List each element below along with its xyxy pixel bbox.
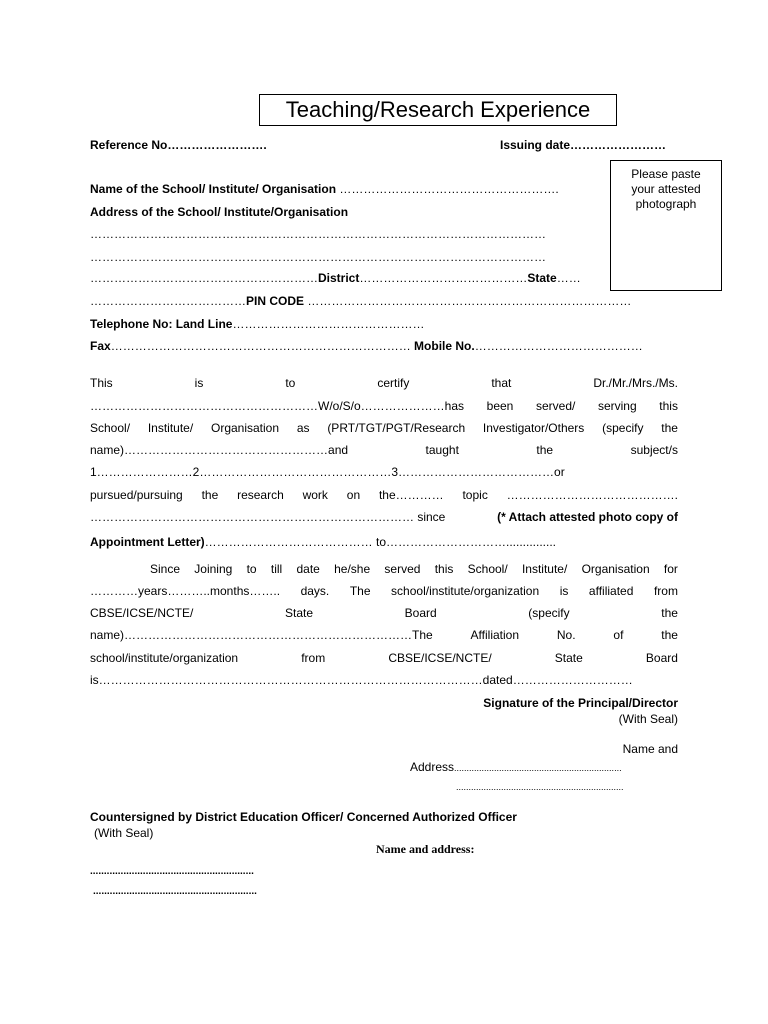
para2-word: for [663, 562, 678, 576]
para2-word: served [384, 562, 421, 576]
attach-note: (* Attach attested photo copy of [497, 510, 678, 524]
para1-word: serving [597, 399, 637, 413]
para1-word: the [661, 421, 678, 435]
para2-word: The [349, 584, 371, 598]
para1-word: Organisation [210, 421, 280, 435]
name-and-label: Name and [622, 742, 678, 756]
para2-word: days. [300, 584, 330, 598]
reference-no: Reference No……………………. [90, 138, 267, 152]
with-seal-officer: (With Seal) [94, 826, 154, 840]
address-line-1: …………………………………………………………………………………………………… [90, 227, 546, 241]
pin-label: PIN CODE [246, 294, 305, 308]
para1-line-2 [90, 399, 678, 414]
para1-line-8 [90, 535, 556, 550]
photo-box [610, 160, 722, 291]
para1-word: pursued/pursuing [90, 488, 183, 502]
para1-word: the [201, 488, 219, 502]
telephone-label: Telephone No: Land Line [90, 317, 233, 331]
bottom-dots-1: ........................................................... [90, 866, 254, 877]
para1-word: as [296, 421, 310, 435]
fax-dots: ………………………………………………………………… [110, 339, 411, 353]
para2-word: he/she [334, 562, 371, 576]
para2-word: Joining [194, 562, 233, 576]
para2-line-1 [150, 562, 678, 577]
school-address-label: Address of the School/ Institute/Organisation [90, 205, 349, 219]
school-name-label: Name of the School/ Institute/ Organisation [90, 182, 337, 196]
para1-word: School/ [90, 421, 131, 435]
para2-word: is [559, 584, 569, 598]
para1-word: Dr./Mr./Mrs./Ms. [593, 376, 678, 390]
para2-line-6: is……………………………………………………………………………………dated………………………… [90, 673, 633, 687]
para1-line-3 [90, 421, 678, 436]
para2-word: school/institute/organization [90, 651, 239, 665]
fax-line [90, 339, 643, 354]
page-title: Teaching/Research Experience [259, 94, 617, 126]
para1-word: certify [377, 376, 410, 390]
address-line-2: …………………………………………………………………………………………………… [90, 250, 546, 264]
para2-word: No. [556, 628, 576, 642]
para1-line-7 [90, 510, 678, 525]
para2-word: CBSE/ICSE/NCTE/ [90, 606, 194, 620]
appointment-letter-label: Appointment Letter) [90, 535, 205, 549]
para1-word: that [491, 376, 512, 390]
para2-word: name)………………………………………………………………The [90, 628, 433, 642]
para2-word: Board [645, 651, 678, 665]
name-and-address-label: Name and address: [376, 842, 475, 856]
para1-word: is [194, 376, 204, 390]
para1-word: (specify [602, 421, 644, 435]
signature-label: Signature of the Principal/Director [483, 696, 678, 710]
para2-word: affiliated [588, 584, 634, 598]
para1-word: Institute/ [147, 421, 194, 435]
para1-word: this [659, 399, 678, 413]
para2-word: the [661, 628, 678, 642]
address-dots-1: ................................................................... [454, 763, 622, 773]
para1-line-1 [90, 376, 678, 391]
para2-word: the [661, 606, 678, 620]
para2-word: of [613, 628, 624, 642]
pin-dots: ……………………………………………………………………… [307, 294, 632, 308]
address-signature-line [410, 760, 622, 776]
para2-word: …………years………..months…….. [90, 584, 281, 598]
para1-word: taught [425, 443, 459, 457]
para2-word: School/ [467, 562, 508, 576]
para2-word: CBSE/ICSE/NCTE/ [388, 651, 492, 665]
para1-word: on [346, 488, 361, 502]
issuing-date: Issuing date…………………… [500, 138, 667, 152]
para2-word: Board [404, 606, 437, 620]
address-line-3 [90, 271, 608, 286]
address-label: Address [410, 760, 455, 774]
para1-word: subject/s [630, 443, 678, 457]
para2-word: this [434, 562, 454, 576]
fax-label: Fax [90, 339, 111, 353]
with-seal-principal: (With Seal) [618, 712, 678, 726]
para2-word: to [246, 562, 257, 576]
para2-word: (specify [528, 606, 570, 620]
para2-word: school/institute/organization [391, 584, 540, 598]
para1-word: name)……………………………………………and [90, 443, 349, 457]
district-dots: …………………………………… [359, 271, 528, 285]
para2-word: from [653, 584, 678, 598]
para1-line-5: 1……………………2…………………………………………3…………………………………or [90, 465, 565, 479]
para1-line-6 [90, 488, 678, 503]
para1-word: topic [462, 488, 488, 502]
countersigned-label: Countersigned by District Education Officer/ Concerned Authorized Officer [90, 810, 517, 824]
school-name-dots: ………………………………………………. [339, 182, 559, 196]
para2-word: Affiliation [470, 628, 520, 642]
para1-word: the………… [378, 488, 444, 502]
para2-word: Organisation [581, 562, 650, 576]
para2-word: Since [150, 562, 181, 576]
bottom-dots-2: ........................................................... [93, 886, 257, 897]
pin-start-dots: ………………………………… [90, 294, 246, 308]
para2-line-3 [90, 606, 678, 621]
para1-word: the [536, 443, 554, 457]
school-name-line [90, 182, 559, 197]
para1-word: ……………………………………. [506, 488, 678, 502]
district-label: District [318, 271, 360, 285]
state-label: State [527, 271, 557, 285]
state-dots: …… [556, 271, 581, 285]
photo-box-text: Please paste your attested photograph [631, 167, 701, 211]
para1-word: (PRT/TGT/PGT/Research [327, 421, 466, 435]
para1-word: …………………………………………………W/o/S/o…………………has [90, 399, 465, 413]
para1-word: to [285, 376, 296, 390]
para1-word: This [90, 376, 113, 390]
para1-word: Investigator/Others [482, 421, 585, 435]
para2-word: Institute/ [521, 562, 568, 576]
para1-word: served/ [535, 399, 576, 413]
para1-since: ……………………………………………………………………… since [90, 510, 446, 524]
telephone-line [90, 317, 424, 332]
para1-word: work [302, 488, 328, 502]
para2-word: till [270, 562, 283, 576]
address-dots-2: ................................................................... [456, 782, 624, 792]
para2-line-2 [90, 584, 678, 599]
para1-word: research [237, 488, 284, 502]
para1-line-4 [90, 443, 678, 458]
para2-word: State [554, 651, 583, 665]
mobile-label: Mobile No. [414, 339, 475, 353]
telephone-dots: ………………………………………… [232, 317, 425, 331]
pin-line [90, 294, 631, 309]
para2-line-4 [90, 628, 678, 643]
para2-word: from [301, 651, 326, 665]
para2-word: date [296, 562, 320, 576]
para1-word: been [486, 399, 514, 413]
para2-line-5 [90, 651, 678, 666]
mobile-dots: …………………………………… [474, 339, 643, 353]
para1-to-dots: …………………………………… to…………………………............... [204, 535, 557, 549]
para2-word: State [284, 606, 314, 620]
address-line-3-dots: ………………………………………………… [90, 271, 318, 285]
